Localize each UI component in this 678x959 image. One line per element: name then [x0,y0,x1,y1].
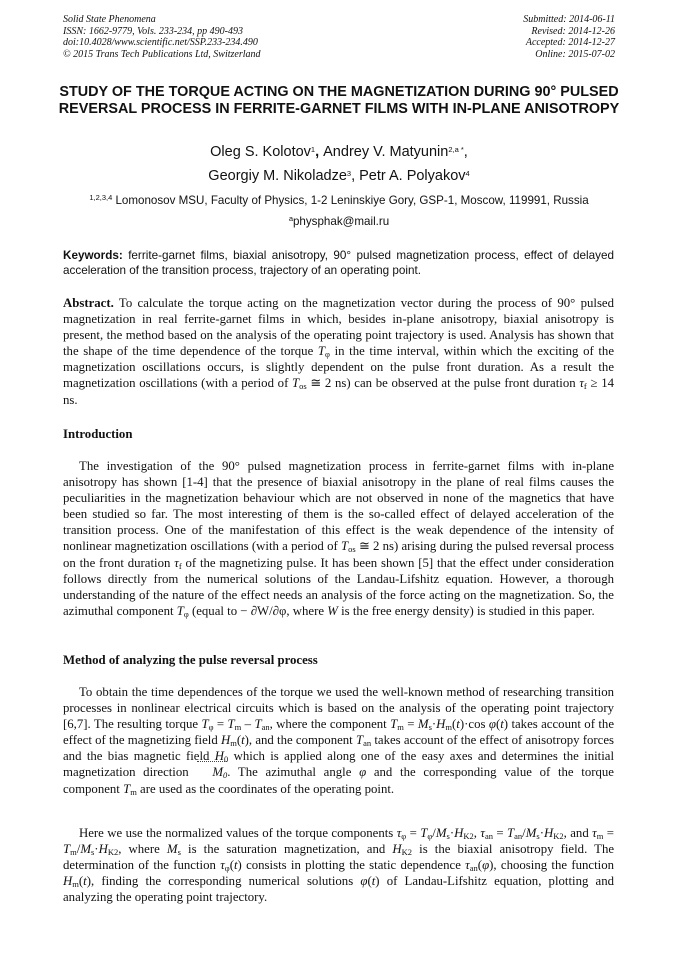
abstract: Abstract. To calculate the torque acting on the magnetization vector during the process of 90° pulsed magnetization in real ferrite-garnet films in which, besides in-plane anisotropy, biaxial anisotropy is present, the method based on the analysis of the operating point trajectory is used. Analysis has shown that the shape of the time dependence of the torque $T_\varphi$ in the time interval, within which the exciting of the magnetization oscillations occurs, is slightly dependent on the pulse front duration. As a result the magnetization oscillations (with a period of $T_{os}$ ≅ 2 ns) can be observed at the pulse front duration $\tau_f \ge 14$ ns. [63,296,615,407]
accepted-date: Accepted: 2014-12-27 [525,37,615,49]
author-name: Oleg S. Kolotov [210,144,311,160]
journal-header [63,14,261,60]
m0-vector-symbol: $M_0$ [196,764,227,780]
authors-line-2: Georgiy M. Nikoladze$^3$, Petr A. Polyakov$^4$ [208,168,470,184]
revised-date: Revised: 2014-12-26 [531,25,615,37]
method-paragraph-1: To obtain the time dependences of the torque we used the well-known method of researching transition processes in nonlinear electrical circuits which is based on the analysis of the operating point trajectory [6,7]. The resulting torque $T_\varphi = T_m - T_{an}$, where the component $T_m = M_s\cdot H_m(t)\cdot\cos$ φ(t) takes account of the effect of the magnetizing field $H_m(t)$, and the component $T_{an}$ takes account of the effect of anisotropy forces and the bias magnetic field $H_0$ which is applied along one of the easy axes and determines the initial magnetization direction $M_0$. The azimuthal angle φ and the corresponding value of the torque component $T_m$ are used as the coordinates of the operating point. [63,685,615,797]
paper-title: STUDY OF THE TORQUE ACTING ON THE MAGNETIZATION DURING 90° PULSED REVERSAL PROCESS IN FERRITE-GARNET FILMS WITH IN-PLANE ANISOTROPY [58,84,620,117]
section-heading-introduction: Introduction [63,427,133,441]
dates-header [523,14,615,60]
submitted-date: Submitted: 2014-06-11 [523,14,615,25]
introduction-paragraph: The investigation of the 90° pulsed magnetization process in ferrite-garnet films with in-plane anisotropy has shown [1-4] that the presence of biaxial anisotropy in the plane of real films causes the peculiarities in the magnetization behaviour which are not observed in none of the magnetics that have been studied so far. The most interesting of them is the so-called effect of delayed acceleration of the transition process. One of the manifestation of this effect is the weak dependence of the intensity of nonlinear magnetization oscillations (with a period of $T_{os}$ ≅ 2 ns) arising during the pulsed reversal process on the front duration $\tau_f$ of the magnetizing pulse. It has been shown [5] that the effect under consideration follows directly from the numerical solutions of the Landau-Lifshitz equation. However, a thorough understanding of the nature of the effect needs an analysis of the force acting on the magnetization. So, the azimuthal component $T_\varphi$ (equal to − ∂W/∂φ, where W is the free energy density) is studied in this paper. [63,459,615,619]
method-paragraph-2: Here we use the normalized values of the torque components $\tau_\varphi = T_\varphi/M_s\cdot H_{K2}$, $\tau_{an} = T_{an}/M_s\cdot H_{K2}$, and $\tau_m = T_m/M_s\cdot H_{K2}$, where $M_s$ is the saturation magnetization, and $H_{K2}$ is the biaxial anisotropy field. The determination of the function $\tau_\varphi(t)$ consists in plotting the static dependence $\tau_{an}(\varphi)$, choosing the function $H_m(t)$, finding the corresponding numerical solutions φ(t) of Landau-Lifshitz equation, plotting and analyzing the operating point trajectory. [63,826,615,905]
keywords: Keywords: ferrite-garnet films, biaxial anisotropy, 90° pulsed magnetization process, effect of delayed acceleration of the transition process, trajectory of an operating point. [63,249,615,277]
issn: ISSN: 1662-9779, Vols. 233-234, pp 490-493 [63,25,243,37]
section-heading-method: Method of analyzing the pulse reversal process [63,653,318,667]
author-name: Petr A. Polyakov [359,168,466,184]
journal-name: Solid State Phenomena [63,14,156,25]
affiliation: $^{1,2,3,4}$ Lomonosov MSU, Faculty of Physics, 1-2 Leninskiye Gory, GSP-1, Moscow, 119991, Russia [89,193,589,207]
authors-line-1: Oleg S. Kolotov$^1$, Andrey V. Matyunin$^{2,a *}$, [210,144,468,160]
email: $^a$physphak@mail.ru [288,214,390,228]
author-name: Andrey V. Matyunin [323,144,449,160]
doi: doi:10.4028/www.scientific.net/SSP.233-234.490 [63,37,258,49]
copyright: © 2015 Trans Tech Publications Ltd, Switzerland [63,48,261,60]
author-name: Georgiy M. Nikoladze [208,168,347,184]
online-date: Online: 2015-07-02 [535,48,615,60]
